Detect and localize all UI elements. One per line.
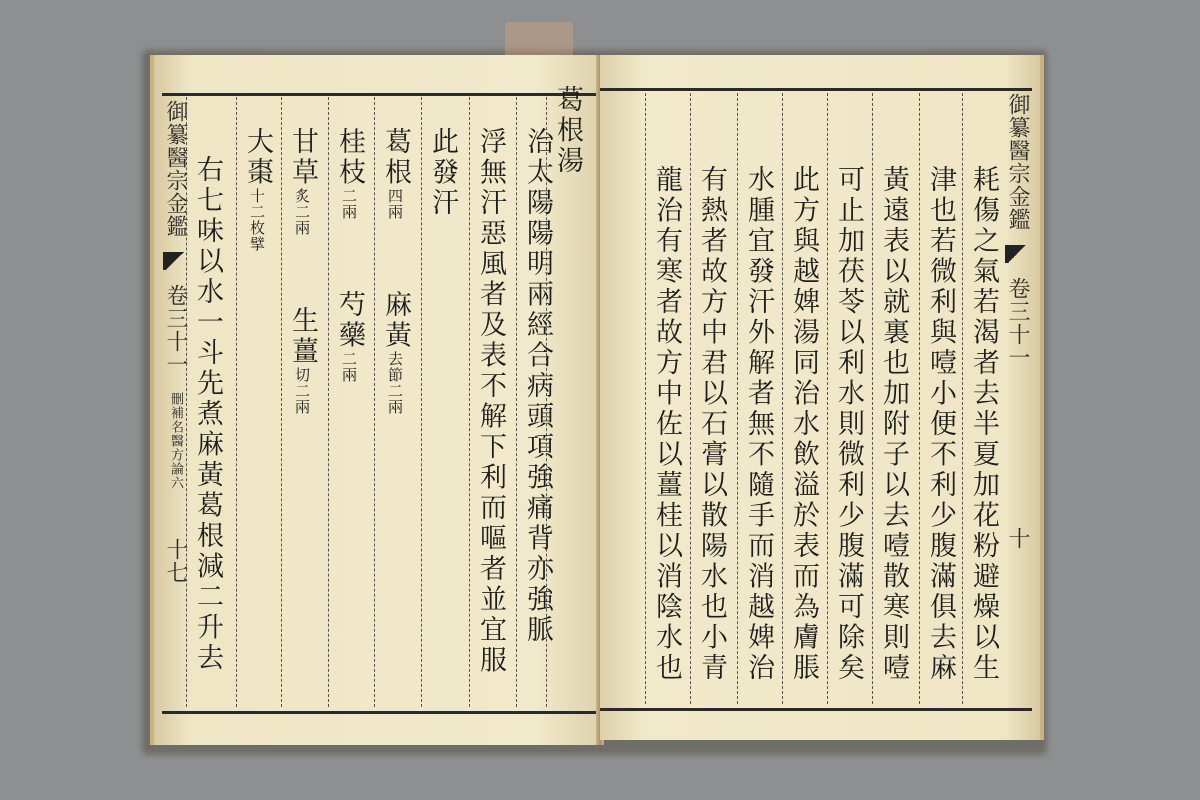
text-column <box>554 85 581 177</box>
column-text: 右七味以水一斗先煮麻黃葛根減二升去 <box>192 155 223 674</box>
text-column <box>745 165 772 684</box>
column-rule <box>421 97 422 707</box>
text-column <box>927 165 954 684</box>
column-text: 生薑 <box>287 306 318 367</box>
annotation-text: 十二枚擘 <box>248 188 266 252</box>
text-column <box>336 127 363 383</box>
text-column <box>289 127 316 415</box>
text-column <box>524 127 551 646</box>
column-text: 麻黃 <box>380 290 411 351</box>
text-column <box>653 165 680 684</box>
text-column <box>880 165 907 684</box>
left-page <box>150 55 604 745</box>
column-rule <box>236 97 237 707</box>
annotation-text: 炙二兩 <box>293 188 311 236</box>
annotation-text: 切二兩 <box>293 367 311 415</box>
margin-page: 十 <box>1005 527 1030 550</box>
text-column <box>244 127 271 252</box>
text-column <box>382 127 409 415</box>
column-text: 治太陽陽明兩經合病頭項強痛背亦強脈 <box>522 127 553 646</box>
column-text: 可止加茯苓以利水則微利少腹滿可除矣 <box>833 165 864 684</box>
column-text: 大棗 <box>242 127 273 188</box>
column-text: 葛根湯 <box>552 85 583 177</box>
margin-volume: 卷三十一 <box>163 284 188 376</box>
column-rule <box>645 93 646 704</box>
right-margin-column <box>1002 93 1033 550</box>
column-text: 黃遠表以就裏也加附子以去噎散寒則噎 <box>878 165 909 684</box>
column-rule <box>374 97 375 707</box>
column-text: 津也若微利與噎小便不利少腹滿俱去麻 <box>925 165 956 684</box>
column-rule <box>782 93 783 704</box>
text-column <box>194 155 221 674</box>
fish-tail-mark <box>163 252 187 270</box>
column-text: 此發汗 <box>427 127 458 219</box>
margin-title: 御纂醫宗金鑑 <box>1005 93 1030 231</box>
margin-title: 御纂醫宗金鑑 <box>163 100 188 238</box>
margin-page: 十七 <box>163 538 188 584</box>
margin-volume: 卷三十一 <box>1005 277 1030 369</box>
annotation-text: 二兩 <box>340 188 358 220</box>
text-column <box>698 165 725 684</box>
column-rule <box>186 97 187 707</box>
annotation-text: 去節二兩 <box>386 351 404 415</box>
column-text: 有熱者故方中君以石膏以散陽水也小青 <box>696 165 727 684</box>
column-rule <box>827 93 828 704</box>
text-column <box>429 127 456 219</box>
right-page <box>600 55 1044 740</box>
column-rule <box>469 97 470 707</box>
column-rule <box>737 93 738 704</box>
column-text: 此方與越婢湯同治水飲溢於表而為膚脹 <box>788 165 819 684</box>
column-text: 耗傷之氣若渴者去半夏加花粉避燥以生 <box>968 165 999 684</box>
column-rule <box>516 97 517 707</box>
annotation-text: 二兩 <box>340 351 358 383</box>
margin-section: 刪補名醫方論六 <box>168 392 183 490</box>
column-rule <box>962 93 963 704</box>
column-rule <box>690 93 691 704</box>
column-rule <box>328 97 329 707</box>
column-text: 桂枝 <box>334 127 365 188</box>
column-text: 龍治有寒者故方中佐以薑桂以消陰水也 <box>651 165 682 684</box>
column-text: 浮無汗惡風者及表不解下利而嘔者並宜服 <box>475 127 506 676</box>
text-column <box>970 165 997 684</box>
column-text: 甘草 <box>287 127 318 188</box>
column-text: 水腫宜發汗外解者無不隨手而消越婢治 <box>743 165 774 684</box>
annotation-text: 四兩 <box>386 188 404 220</box>
fish-tail-mark <box>1005 245 1029 263</box>
text-column <box>790 165 817 684</box>
text-column <box>835 165 862 684</box>
column-text: 芍藥 <box>334 290 365 351</box>
column-rule <box>872 93 873 704</box>
column-rule <box>919 93 920 704</box>
text-column <box>477 127 504 676</box>
column-text: 葛根 <box>380 127 411 188</box>
column-rule <box>281 97 282 707</box>
